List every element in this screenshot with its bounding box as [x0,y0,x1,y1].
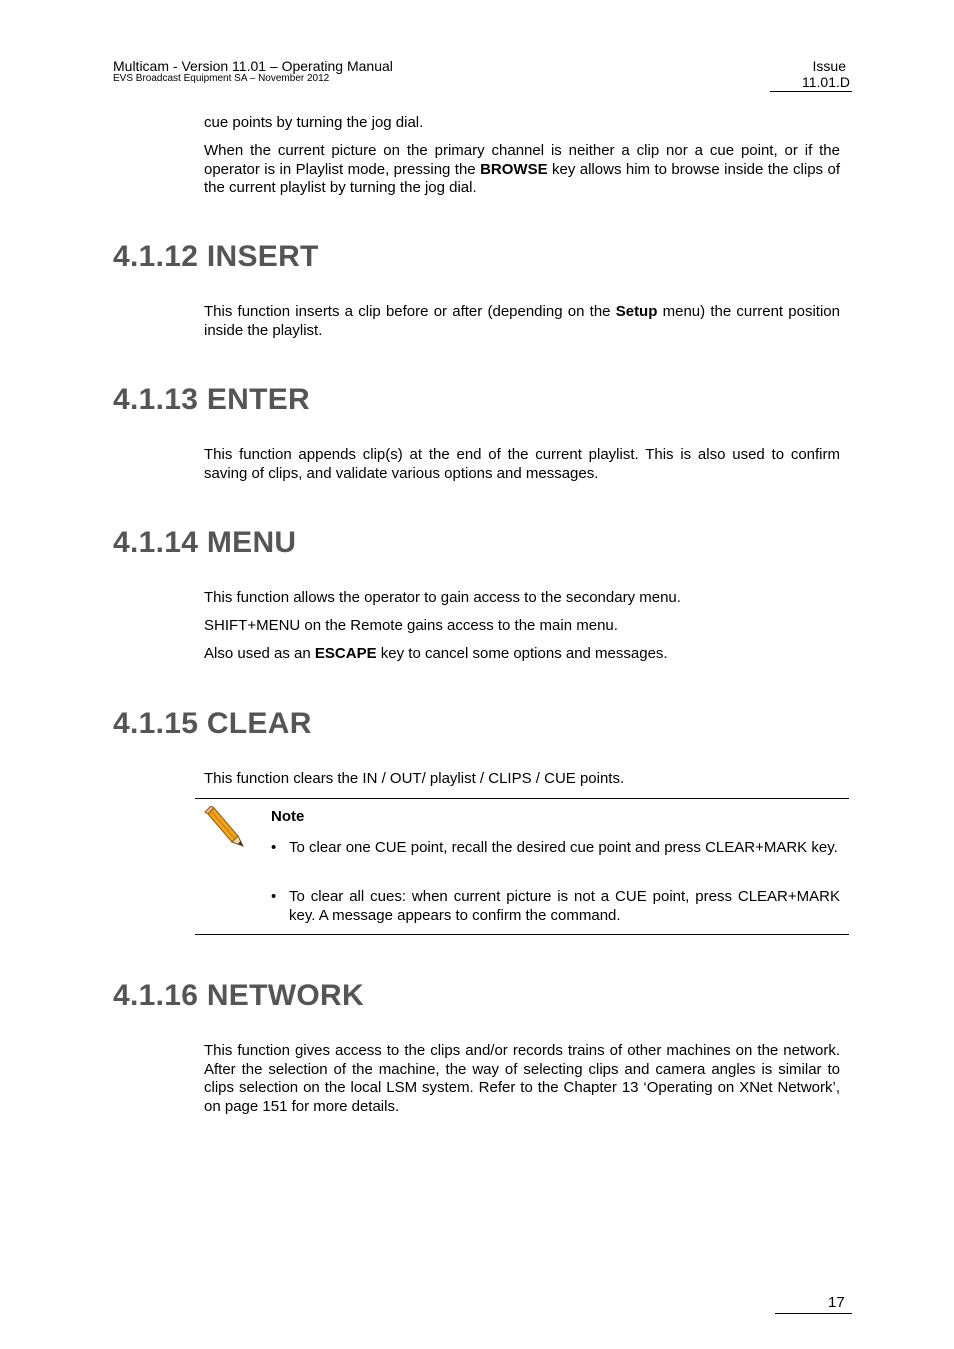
browse-key: BROWSE [480,160,548,178]
note-bottom-rule [195,934,849,935]
section-heading-clear: 4.1.15 CLEAR [113,707,312,740]
header-issue-label: Issue [812,58,846,74]
note-bullet-2-text: To clear all cues: when current picture is not a CUE point, press CLEAR+MARK key. A message appears to confirm the command. [289,888,840,924]
header-rule [770,91,852,92]
note-bullet-2 [271,888,840,925]
note-bullet-1 [271,839,840,858]
bullet-dot-icon: • [271,839,277,856]
section-heading-network: 4.1.16 NETWORK [113,979,364,1012]
section-heading-menu: 4.1.14 MENU [113,526,297,559]
network-paragraph: This function gives access to the clips and/or records trains of other machines on the network. After the selection of the machine, the way of selecting clips and camera angles is similar to clips selection on the local LSM system. Refer to the Chapter 13 ‘Operating on XNet Network’, on page 151 for more details. [204,1042,840,1115]
escape-key: ESCAPE [314,645,377,662]
intro-paragraph-2: When the current picture on the primary channel is neither a clip nor a cue point, or if the operator is in Playlist mode, pressing the BROWSE key allows him to browse inside the clips of the current playlist by turning the jog dial. [204,142,840,196]
enter-paragraph: This function appends clip(s) at the end of the current playlist. This is also used to confirm saving of clips, and validate various options and messages. [204,446,840,482]
clear-paragraph: This function clears the IN / OUT/ playlist / CLIPS / CUE points. [204,770,625,787]
setup-menu-term: Setup [615,303,658,320]
header-subtitle: EVS Broadcast Equipment SA – November 2012 [113,73,330,84]
insert-paragraph: This function inserts a clip before or after (depending on the Setup menu) the current position inside the playlist. [204,303,840,339]
pencil-icon [204,806,246,848]
section-heading-enter: 4.1.13 ENTER [113,383,311,416]
bullet-dot-icon: • [271,888,277,905]
footer-rule [775,1313,852,1314]
section-heading-insert: 4.1.12 INSERT [113,240,319,273]
header-issue-number: 11.01.D [802,74,850,90]
menu-paragraph-2: SHIFT+MENU on the Remote gains access to the main menu. [204,617,618,634]
menu-paragraph-1: This function allows the operator to gain access to the secondary menu. [204,589,681,606]
page-number: 17 [828,1294,845,1311]
intro-paragraph-1: cue points by turning the jog dial. [204,114,424,131]
menu-paragraph-3: Also used as an ESCAPE key to cancel some options and messages. [204,645,668,662]
note-label: Note [271,808,305,825]
note-top-rule [195,798,849,799]
header-title: Multicam - Version 11.01 – Operating Manual [113,58,393,74]
note-bullet-1-text: To clear one CUE point, recall the desired cue point and press CLEAR+MARK key. [289,839,838,856]
